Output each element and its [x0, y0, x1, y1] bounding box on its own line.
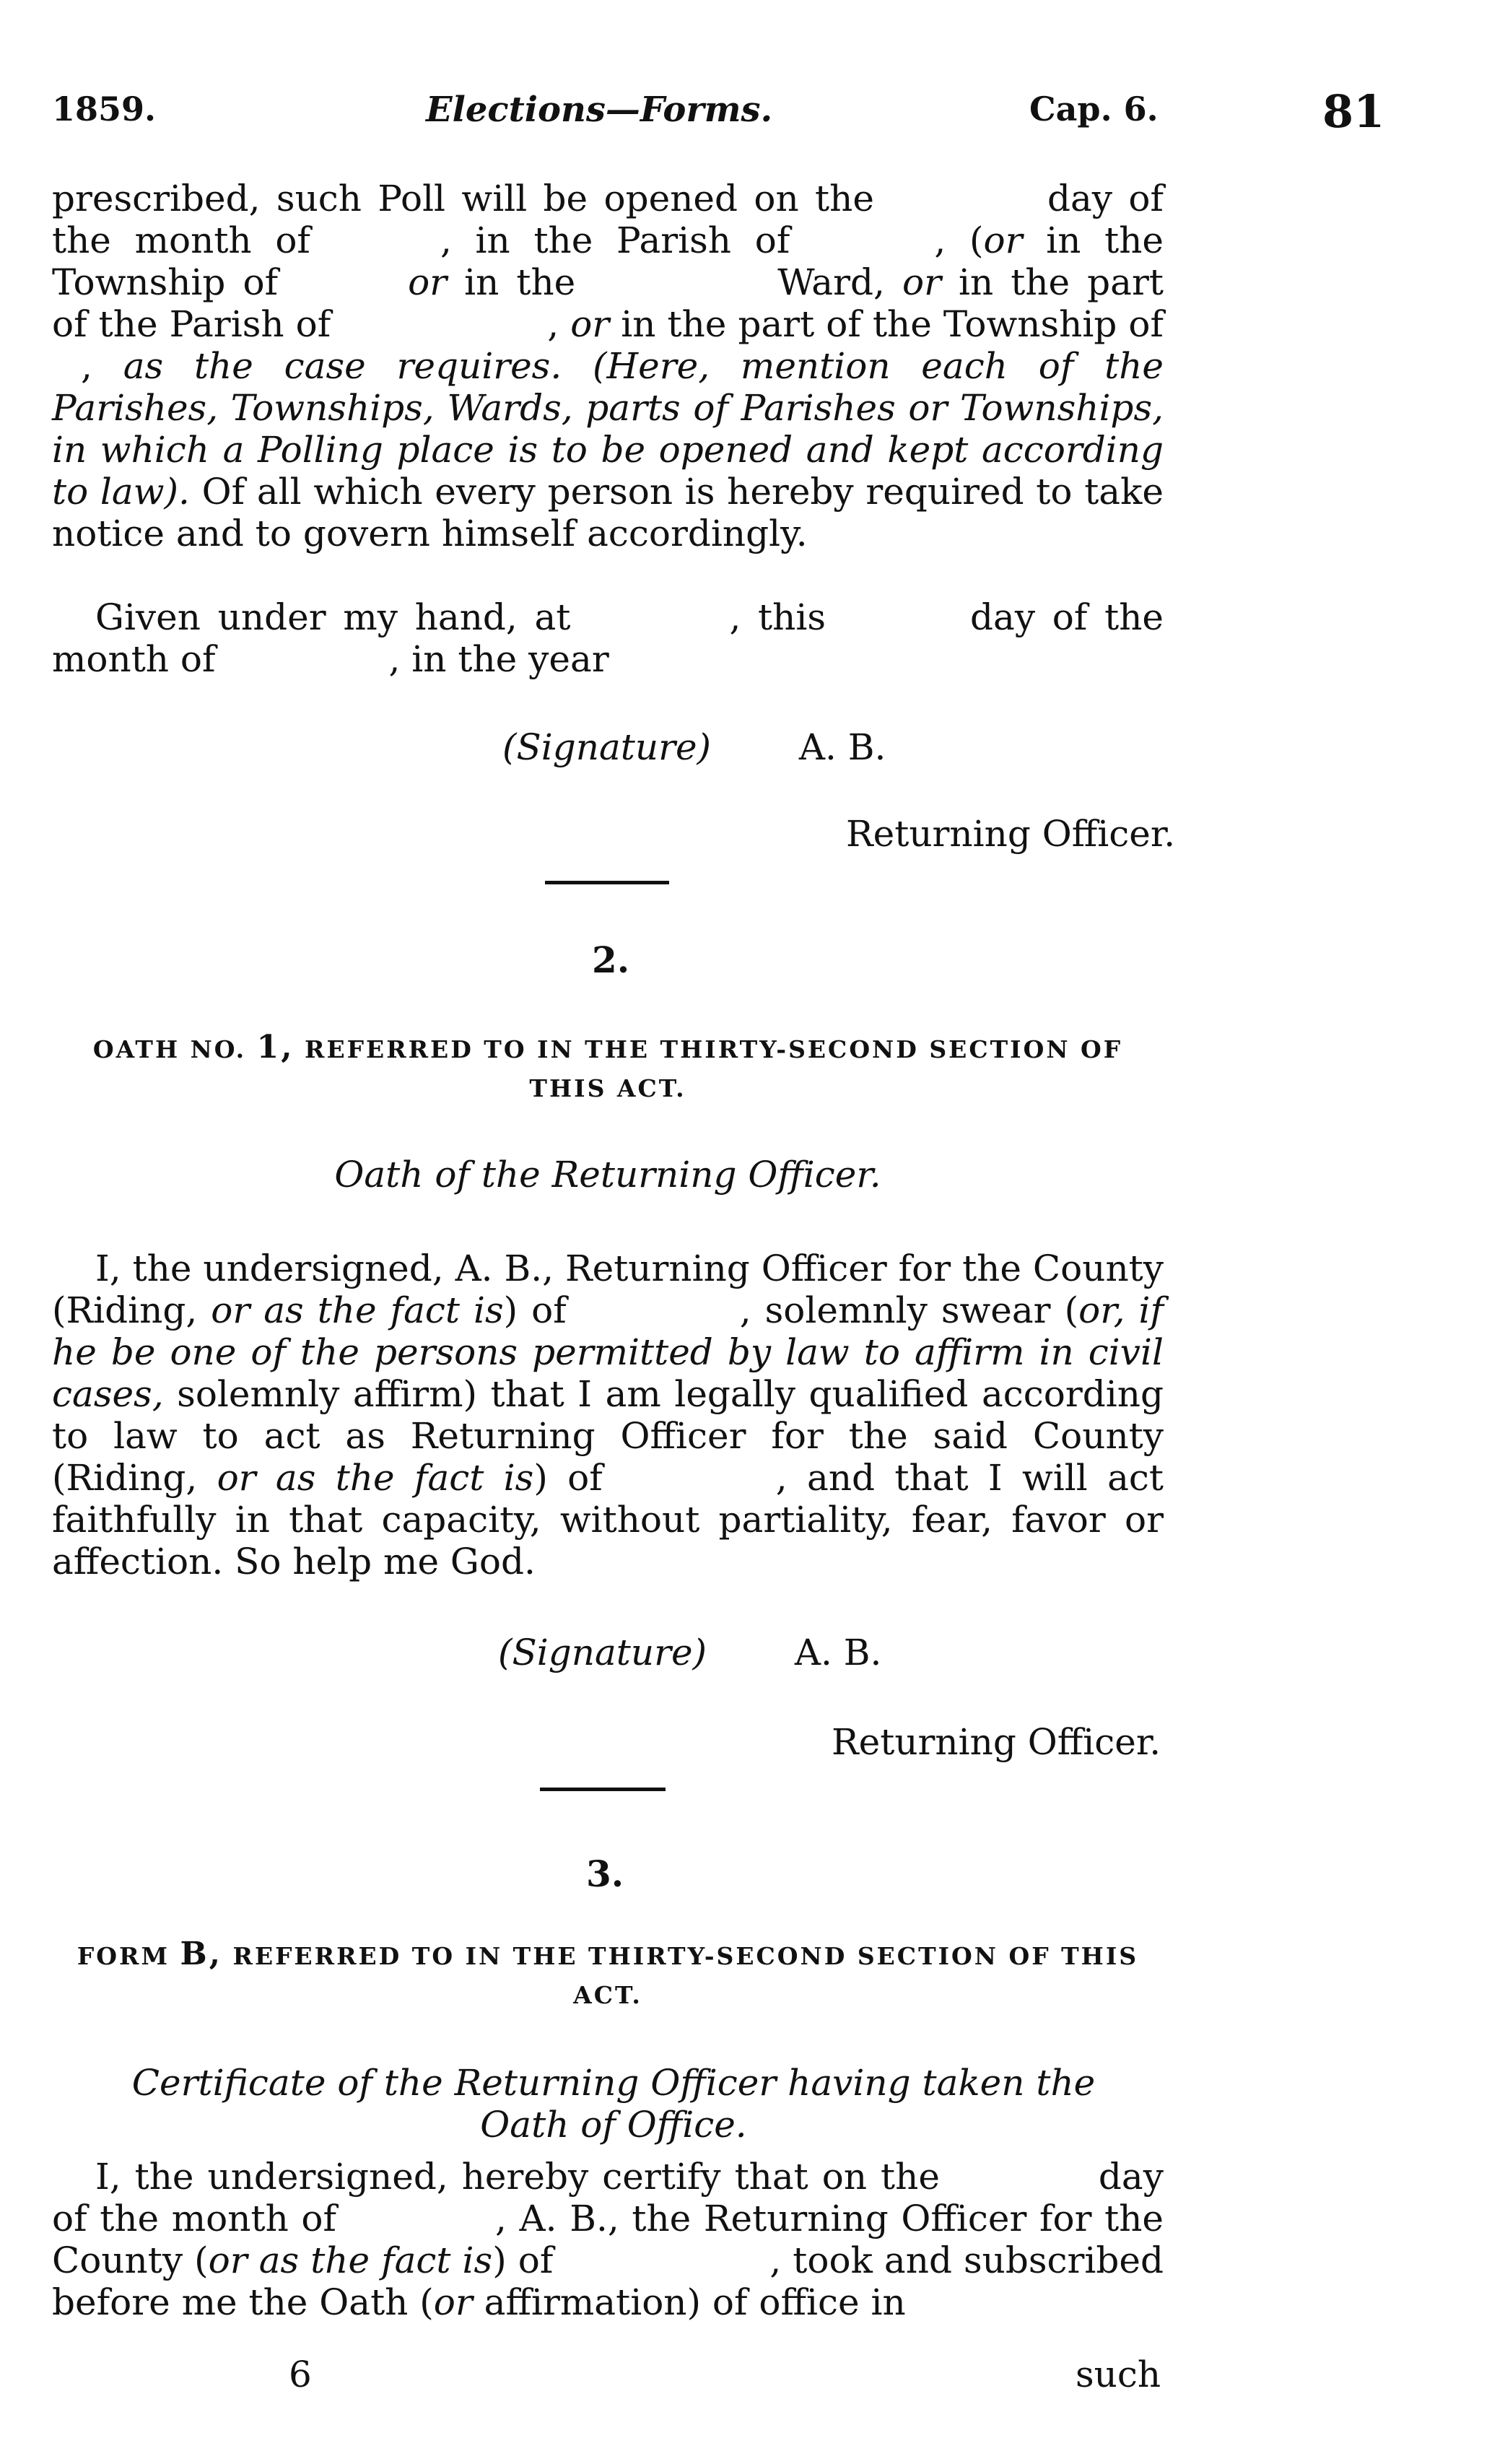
- page-number: 81: [1322, 85, 1385, 138]
- form1-text: or: [884, 261, 941, 303]
- form1-text: or: [408, 261, 448, 303]
- certificate-text: , A. B., the Returning Officer for the County (: [52, 2198, 1164, 2281]
- form1-text: , in the Parish of: [440, 219, 790, 261]
- heading-text: REFERRED TO IN THE THIRTY-SECOND SECTION OF THIS ACT.: [305, 1035, 1123, 1102]
- form1-text: in the part of the Township of: [609, 303, 1164, 345]
- given-text: Given under my hand, at: [95, 596, 571, 638]
- section3-heading: [52, 1935, 1164, 2015]
- certificate-text: or: [433, 2281, 473, 2323]
- form1-text: , (: [934, 219, 984, 261]
- signature-name: A. B.: [798, 726, 886, 768]
- section2-heading: [52, 1028, 1164, 1108]
- form1-text: Of all which every person is hereby required to take notice and to govern himself accordingly.: [52, 471, 1164, 554]
- section3-title: Certificate of the Returning Officer having taken the Oath of Office.: [131, 2062, 1096, 2146]
- certificate-text: ) of: [492, 2239, 554, 2281]
- form1-text: or: [559, 303, 610, 345]
- section-divider: [540, 1788, 666, 1791]
- section-divider: [545, 881, 669, 884]
- form1-text: in the Township of: [52, 219, 1164, 303]
- form1-text: prescribed, such Poll will be opened on the: [52, 178, 874, 219]
- catchword: such: [1076, 2354, 1161, 2395]
- oath-text: or, if he be one of the persons permitted by law to affirm in civil cases,: [52, 1289, 1164, 1415]
- section-number-2: 2.: [592, 939, 630, 981]
- signature-label: (Signature): [498, 1632, 707, 1673]
- heading-number: B,: [180, 1936, 223, 1972]
- header-year: 1859.: [52, 90, 157, 129]
- certificate-text: day of the month of: [52, 2156, 1164, 2239]
- oath-text: , and that I will act faithfully in that capacity, without partiality, fear, favor or affection. So help me God.: [52, 1457, 1164, 1583]
- certificate-text: , took and subscribed before me the Oath (: [52, 2239, 1164, 2323]
- form1-text: Ward,: [777, 261, 885, 303]
- signature-mark: 6: [289, 2354, 312, 2395]
- header-title: Elections—Forms.: [426, 90, 773, 130]
- oath-text: , solemnly swear (: [739, 1289, 1079, 1331]
- signature-line-2: [498, 1632, 881, 1673]
- oath-text: ) of: [503, 1289, 567, 1331]
- heading-number: 1,: [256, 1029, 295, 1066]
- form1-text: (Here, mention each of the Parishes, Townships, Wards, parts of Parishes or Townships, in which a Polling place is to be opened and kept according to law).: [52, 345, 1164, 513]
- certificate-paragraph: [52, 2156, 1164, 2323]
- heading-prefix: FORM: [77, 1942, 170, 1970]
- given-text: , in the year: [388, 638, 609, 680]
- officer-title-1: Returning Officer.: [846, 813, 1176, 855]
- certificate-text: or as the fact is: [208, 2239, 493, 2281]
- section2-title: Oath of the Returning Officer.: [334, 1154, 881, 1196]
- signature-line-1: [502, 726, 886, 768]
- certificate-text: I, the undersigned, hereby certify that on the: [95, 2156, 940, 2198]
- section-number-3: 3.: [586, 1853, 624, 1895]
- given-text: , this: [729, 596, 826, 638]
- officer-title-2: Returning Officer.: [832, 1721, 1161, 1763]
- signature-label: (Signature): [502, 726, 712, 768]
- given-text: day of the month of: [52, 596, 1164, 680]
- heading-text: REFERRED TO IN THE THIRTY-SECOND SECTION OF THIS ACT.: [232, 1942, 1139, 2009]
- oath-text: ) of: [533, 1457, 603, 1499]
- form1-paragraph: [52, 178, 1164, 554]
- oath-text: I, the undersigned, A. B., Returning Officer for the County (Riding,: [52, 1248, 1164, 1331]
- oath-text: or as the fact is: [197, 1289, 504, 1331]
- oath-text: or as the fact is: [197, 1457, 534, 1499]
- oath-text: solemnly affirm) that I am legally qualified according to law to act as Returning Officer for the said County (Riding,: [52, 1373, 1164, 1499]
- form1-text: in the: [447, 261, 576, 303]
- form1-text: ,: [547, 303, 559, 345]
- given-under-hand-paragraph: [52, 596, 1164, 680]
- certificate-text: affirmation) of office in: [472, 2281, 906, 2323]
- heading-prefix: OATH NO.: [92, 1035, 247, 1063]
- running-header: [52, 85, 1452, 147]
- form1-text: day of the month of: [52, 178, 1164, 261]
- signature-name: A. B.: [794, 1632, 882, 1673]
- oath-paragraph: [52, 1248, 1164, 1583]
- form1-text: in the part of the Parish of: [52, 261, 1164, 345]
- header-chapter: Cap. 6.: [1029, 90, 1159, 129]
- form1-text: ,: [81, 345, 92, 387]
- form1-text: or: [983, 219, 1023, 261]
- form1-text: as the case requires.: [92, 345, 562, 387]
